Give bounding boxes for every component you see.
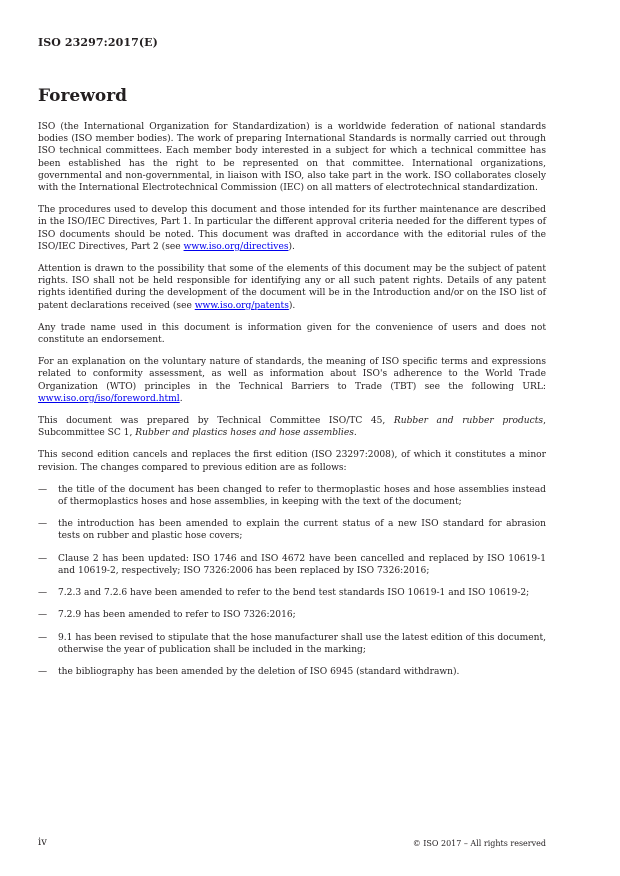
list-item-text: 9.1 has been revised to stipulate that the hose manufacturer shall use the latest edition of this document, otherwise the year of publication shall be included in the marking; (58, 632, 546, 655)
dash-bullet: — (38, 519, 48, 530)
paragraph-edition: This second edition cancels and replaces the first edition (ISO 23297:2008), of which it constitutes a minor revision. The changes compared to previous edition are as follows: (38, 450, 546, 473)
changes-list (38, 484, 546, 678)
list-item (38, 553, 546, 577)
subcommittee-title: Rubber and plastics hoses and hose assemblies (135, 428, 354, 439)
paragraph-committee (38, 415, 546, 439)
list-item-text: the bibliography has been amended by the deletion of ISO 6945 (standard withdrawn). (58, 666, 460, 677)
list-item (38, 518, 546, 542)
page-title: Foreword (38, 86, 128, 106)
list-item-text: the introduction has been amended to explain the current status of a new ISO standard for abrasion tests on rubber and plastic hose covers; (58, 519, 546, 542)
paragraph-procedures (38, 204, 546, 253)
committee-title: Rubber and rubber products (393, 416, 544, 427)
directives-link[interactable]: www.iso.org/directives (183, 241, 289, 252)
list-item (38, 587, 546, 599)
copyright-notice: © ISO 2017 – All rights reserved (412, 839, 546, 848)
paragraph-trade-name: Any trade name used in this document is information given for the convenience of users and does not constitute an endorsement. (38, 322, 546, 346)
paragraph-text: ). (288, 241, 295, 252)
dash-bullet: — (38, 484, 48, 495)
paragraph-patents (38, 263, 546, 312)
list-item (38, 484, 546, 508)
paragraph-text: , Subcommittee SC 1, (38, 416, 546, 439)
paragraph-text: The procedures used to develop this document and those intended for its further maintenance are described in the ISO/IEC Directives, Part 1. In particular the different approval criteria needed for the different types of ISO documents should be noted. This document was drafted in accordance with the editorial rules of the ISO/IEC Directives, Part 2 (see (38, 205, 546, 252)
paragraph-iso-intro: ISO (the International Organization for Standardization) is a worldwide federation of national standards bodies (ISO member bodies). The work of preparing International Standards is normally carried out through ISO technical committees. Each member body interested in a subject for which a technical committee has been established has the right to be represented on that committee. International organizations, governmental and non-governmental, in liaison with ISO, also take part in the work. ISO collaborates closely with the International Electrotechnical Commission (IEC) on all matters of electrotechnical standardization. (38, 122, 546, 194)
list-item-text: Clause 2 has been updated: ISO 1746 and ISO 4672 have been cancelled and replaced by ISO 10619-1 and 10619-2, respectively; ISO 7326:2006 has been replaced by ISO 7326:2016; (58, 553, 546, 576)
page-number: iv (38, 837, 47, 848)
dash-bullet: — (38, 610, 48, 621)
list-item-text: 7.2.9 has been amended to refer to ISO 7326:2016; (58, 610, 296, 621)
list-item (38, 666, 546, 678)
dash-bullet: — (38, 666, 48, 677)
list-item-text: the title of the document has been changed to refer to thermoplastic hoses and hose assemblies instead of thermoplastics hoses and hose assemblies, in keeping with the text of the document; (58, 484, 546, 508)
paragraph-text: This document was prepared by Technical Committee ISO/TC 45, (38, 416, 394, 427)
patents-link[interactable]: www.iso.org/patents (194, 300, 289, 311)
document-id: ISO 23297:2017(E) (38, 36, 158, 49)
paragraph-text: . (179, 393, 183, 404)
paragraph-voluntary-nature (38, 356, 546, 405)
paragraph-text: Attention is drawn to the possibility that some of the elements of this document may be the subject of patent rights. ISO shall not be held responsible for identifying any or all such patent rights. Details of any patent rights identified during the development of the document will be in the Introduction and/or on the ISO list of patent declarations received (see (38, 264, 546, 311)
foreword-link[interactable]: www.iso.org/iso/foreword.html (38, 393, 180, 404)
paragraph-text: For an explanation on the voluntary nature of standards, the meaning of ISO specific terms and expressions related to conformity assessment, as well as information about ISO's adherence to the World Trade Organization (WTO) principles in the Technical Barriers to Trade (TBT) see the following URL: (38, 357, 546, 392)
foreword-body (38, 121, 546, 688)
dash-bullet: — (38, 632, 48, 643)
dash-bullet: — (38, 588, 48, 599)
dash-bullet: — (38, 553, 48, 564)
list-item-text: 7.2.3 and 7.2.6 have been amended to refer to the bend test standards ISO 10619-1 and ISO 10619-2; (58, 588, 530, 599)
paragraph-text: . (353, 428, 357, 439)
paragraph-text: ). (288, 300, 296, 311)
list-item (38, 609, 546, 621)
list-item (38, 632, 546, 656)
